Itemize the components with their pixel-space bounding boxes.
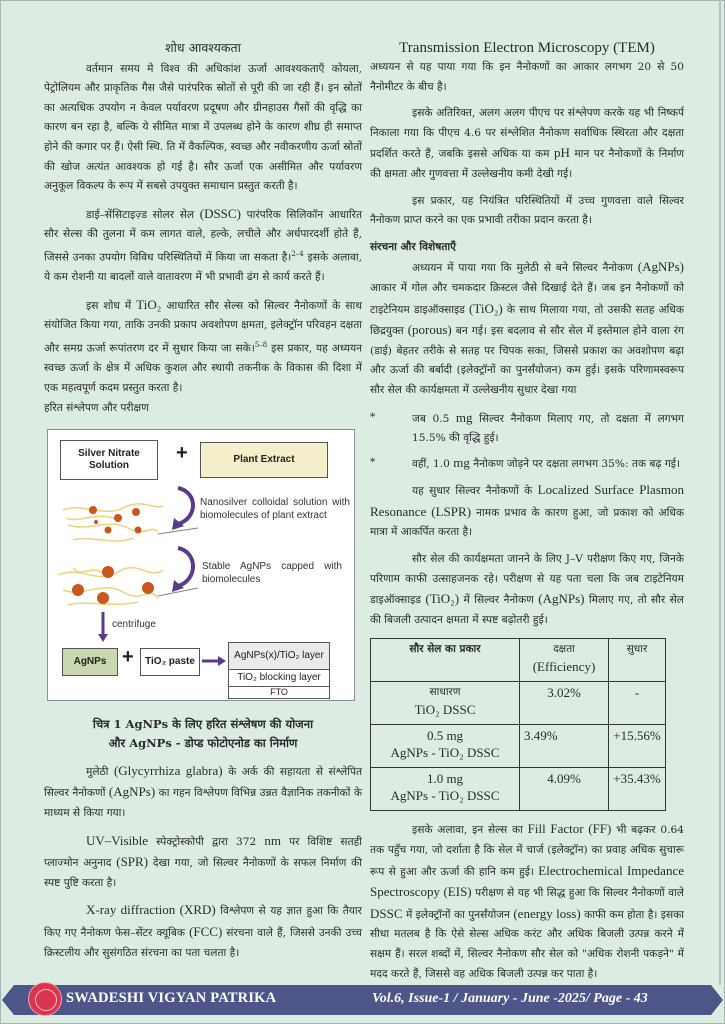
bullet-item bbox=[370, 408, 684, 449]
unit-mg: mg bbox=[455, 409, 473, 425]
caption-line: चित्र 1 AgNPs के लिए हरित संश्लेषण की योजना bbox=[92, 716, 314, 731]
plus-sign: + bbox=[122, 645, 134, 668]
term-tio2: (TiO₂) bbox=[425, 591, 460, 607]
paragraph-lspr bbox=[370, 480, 684, 543]
paragraph-jv-test bbox=[370, 550, 684, 630]
paragraph-mulethi bbox=[44, 761, 362, 824]
paragraph-tem-size: अध्ययन से यह पाया गया कि इन नैनोकणों का आकार लगभग 20 से 50 नैनोमीटर के बीच है। bbox=[370, 61, 684, 93]
layer-fto: FTO bbox=[228, 686, 330, 699]
text: जब 0.5 bbox=[412, 412, 456, 425]
term-eis: Electrochemical Impedance Spectroscopy (EIS) bbox=[370, 862, 684, 900]
term-agnps: (AgNPs) bbox=[108, 784, 156, 800]
table-header-row bbox=[371, 639, 666, 682]
cell-text: 1.0 mg bbox=[426, 771, 464, 787]
stable-agnps-label: Stable AgNPs capped with biomolecules bbox=[202, 560, 342, 585]
cell-efficiency: 4.09% bbox=[520, 768, 609, 811]
paragraph-structure bbox=[370, 257, 684, 400]
cell-improvement: - bbox=[609, 682, 666, 725]
centrifuge-label: centrifuge bbox=[112, 618, 156, 630]
text: इस शोध में bbox=[86, 299, 137, 312]
paragraph-dssc bbox=[44, 204, 362, 288]
figure-frame bbox=[47, 429, 355, 701]
paragraph-tio2-research bbox=[44, 295, 362, 399]
cell-text: AgNPs - TiO₂ DSSC bbox=[390, 788, 500, 804]
term-fill-factor: Fill Factor (FF) bbox=[527, 821, 612, 837]
text: काफी कम होता है। इसका सीधा मतलब है कि ऐसे सेल्स अधिक करंट और अधिक बिजली उत्पन्न करने में सक्षम हैं। सरल शब्दों में, सिल्वर नैनोकण सौर सेल को "अधिक रोशनी पकड़ने" में मदद करते हैं, जिससे वह अधिक बिजली उत्पन्न कर पाता है। bbox=[370, 908, 684, 980]
layer-agnps-tio2: AgNPs(x)/TiO₂ layer bbox=[228, 642, 330, 670]
header-cell-improvement: सुधार bbox=[609, 639, 666, 682]
page-footer bbox=[0, 985, 725, 1015]
citation-ref: 5–8 bbox=[254, 340, 268, 349]
bullet-star: * bbox=[370, 455, 376, 468]
header-cell-type: सौर सेल का प्रकार bbox=[371, 639, 520, 682]
text: के अर्क की सहायता से संश्लेपित सिल्वर नैनोकणों bbox=[44, 765, 362, 800]
text: इसके अलावा, इन सेल्स का bbox=[412, 824, 528, 837]
text: सौर सेल की कार्यक्षमता जानने के लिए J–V परीक्षण किए गए, जिनके परिणाम काफी उत्साहजनक रहे। परीक्षण से यह पता चला कि जब टाइटेनियम डाइऑक्साइड bbox=[370, 553, 684, 607]
term-agnps: (AgNPs) bbox=[538, 591, 585, 607]
paragraph-ph bbox=[370, 104, 684, 184]
text: डाई–सेंसिटाइज़्ड सोलर सेल bbox=[86, 208, 200, 221]
paragraph-xrd bbox=[44, 900, 362, 963]
term-tio2: TiO₂ bbox=[136, 296, 162, 312]
efficiency-table bbox=[370, 638, 666, 811]
text: मान पर नैनोकणों के निर्माण की क्षमता और गुणवत्ता में उल्लेखनीय कमी देखी गई। bbox=[370, 148, 684, 180]
text: इस प्रकार, यह अध्ययन स्वच्छ ऊर्जा के क्षेत्र में अधिक कुशल और स्थायी तकनीक के विकास की दिशा में एक महत्वपूर्ण कदम प्रस्तुत करता है। bbox=[44, 342, 362, 394]
table-row bbox=[371, 768, 666, 811]
text: बन गई। इस बदलाव से सौर सेल में इस्तेमाल होने वाला रंग (डाई) बेहतर तरीके से सतह पर चिपक सका, जिससे प्रकाश का अवशोपण बढ़ा और ऊर्जा की बर्बादी (इलेक्ट्रॉनों का पुनर्संयोजन) कम हुई। इसके परिणामस्वरूप सौर सेल की कार्यक्षमता में उल्लेखनीय सुधार देखा गया bbox=[370, 325, 684, 396]
nanosilver-label: Nanosilver colloidal solution with biomolecules of plant extract bbox=[200, 496, 350, 521]
citation-ref: 2–4 bbox=[291, 249, 304, 258]
term-agnps: (AgNPs) bbox=[637, 259, 684, 275]
unit-mg: mg bbox=[453, 454, 470, 470]
text: स्पेक्ट्रोस्कोपी द्वारा 372 bbox=[148, 835, 265, 848]
paragraph-fill-factor bbox=[370, 819, 684, 984]
header-text-en: (Efficiency) bbox=[532, 659, 596, 675]
term-dssc: DSSC bbox=[370, 905, 403, 921]
text: परीक्षण से यह भी सिद्ध हुआ कि सिल्वर नैनोकणों वाले bbox=[471, 887, 684, 900]
text: का गहन विश्लेपण विभिन्न उन्नत वैज्ञानिक तकनीकों के माध्यम से किया गया। bbox=[44, 787, 362, 819]
term-dssc: (DSSC) bbox=[199, 205, 241, 221]
paragraph-energy-need: वर्तमान समय मे विश्व की अधिकांश ऊर्जा आवश्यकताएँ कोयला, पेट्रोलियम और प्राकृतिक गैस जैसे पारंपरिक स्रोतों से पूरी की जा रही हैं। इन स्रोतों का अत्यधिक उपयोग न केवल पर्यावरण प्रदूषण और ग्रीनहाउस गैसों की वृद्धि का कारण बन रहा है, बल्कि ये सीमित मात्रा में उपलब्ध होने के कारण शीघ्र ही समाप्त होने की कगार पर हैं। ऐसी स्थि. ति में वैकल्पिक, स्वच्छ और नवीकरणीय ऊर्जा स्रोतों की खोज अत्यंत आवश्यक हो गई है। सौर ऊर्जा एक असीमित और पर्यावरण अनुकूल विकल्प के रूप में सबसे उपयुक्त समाधान प्रस्तुत करती है। bbox=[44, 62, 362, 193]
figure-synthesis-scheme bbox=[44, 427, 362, 707]
text: के साथ मिलाया गया, तो उसकी सतह अधिक छिद्रयुक्त bbox=[370, 303, 684, 338]
text: इसके अतिरिक्त, अलग अलग पीएच पर संश्लेपण करके यह भी निष्कर्प निकाला गया कि पीएच 4.6 पर संश्लेशित नैनोकण सर्वाधिक स्थिरता और दक्षता प्रदर्शित करते हैं, जबकि इससे अधिक या कम bbox=[370, 107, 684, 161]
layer-tio2-blocking: TiO₂ blocking layer bbox=[228, 669, 330, 687]
text: यह सुधार सिल्वर नैनोकणों के bbox=[412, 485, 538, 498]
right-column bbox=[370, 38, 684, 991]
term-ph: pH bbox=[553, 145, 570, 161]
silver-nitrate-box: Silver Nitrate Solution bbox=[60, 440, 158, 480]
text: नामक प्रभाव के कारण हुआ, जो प्रकाश को अधिक मात्रा में आकर्पित करता है। bbox=[370, 506, 685, 539]
tio2-paste-box: TiO₂ paste bbox=[140, 648, 200, 676]
term-xrd: X-ray diffraction (XRD) bbox=[86, 902, 216, 918]
text: आधारित सौर सेल्स को सिल्वर नैनोकणों के साथ संयोजित किया गया, ताकि उनकी प्रकाप अवशोपण क्षमता, इलेक्ट्रॉन परिवहन दक्षता और समग्र ऊर्जा रूपांतरण दर में सुधार किया जा सके। bbox=[44, 299, 362, 355]
cell-type bbox=[371, 768, 520, 811]
term-energy-loss: (energy loss) bbox=[513, 905, 581, 921]
cell-text: AgNPs - TiO₂ DSSC bbox=[390, 745, 500, 761]
term-uv-visible: UV–Visible bbox=[86, 832, 149, 848]
agnps-box: AgNPs bbox=[62, 648, 118, 676]
term-porous: (porous) bbox=[407, 322, 452, 338]
header-text: दक्षता bbox=[553, 643, 575, 656]
term-fcc: (FCC) bbox=[189, 923, 223, 939]
plant-extract-box: Plant Extract bbox=[200, 442, 328, 478]
cell-efficiency: 3.49% bbox=[520, 725, 609, 768]
header-cell-efficiency bbox=[520, 639, 609, 682]
text: में सिल्वर नैनोकण bbox=[459, 594, 539, 607]
text: इसके अलावा, ये कम रोशनी या बादलों वाले वातावरण में भी प्रभावी ढंग से कार्य करते हैं। bbox=[44, 251, 362, 284]
text: सिल्वर नैनोकण मिलाए गए, तो दक्षता में लगभग 15.5% की वृद्धि हुई। bbox=[412, 412, 685, 445]
section-heading-tem: Transmission Electron Microscopy (TEM) bbox=[399, 40, 655, 56]
paragraph-uv-visible bbox=[44, 831, 362, 894]
text: विश्लेपण से यह ज्ञात हुआ कि तैयार किए गए नैनोकण फेस–सेंटर क्यूबिक bbox=[44, 905, 362, 939]
paragraph-controlled-conditions: इस प्रकार, यह नियंत्रित परिस्थितियों में उच्च गुणवत्ता वाले सिल्वर नैनोकण प्राप्त करने का एक प्रभावी तरीका प्रदान करता है। bbox=[370, 194, 684, 227]
cell-efficiency: 3.02% bbox=[520, 682, 609, 725]
subheading-structure: संरचना और विशेषताएँ bbox=[370, 240, 456, 253]
term-glycyrrhiza: (Glycyrrhiza glabra) bbox=[113, 762, 223, 778]
caption-line: और AgNPs - डोप्ड फोटोएनोड का निर्माण bbox=[108, 735, 298, 750]
text: संरचना वाले हैं, जिससे उनकी उच्च क्रिस्टलीय और सुसंगठित संरचना का पता चलता है। bbox=[44, 926, 362, 959]
text: देखा गया, जो सिल्वर नैनोकणों के सफल निर्माण की स्पष्ट पुष्टि करता है। bbox=[44, 857, 362, 889]
table-row bbox=[371, 725, 666, 768]
bullet-star: * bbox=[370, 410, 376, 423]
text: नैनोकण जोड़ने पर दक्षता लगभग 35%: तक बढ़ गई। bbox=[469, 457, 680, 470]
subheading-green-synthesis: हरित संश्लेपण और परीक्षण bbox=[44, 402, 149, 415]
term-nm: nm bbox=[264, 832, 281, 848]
bullet-item bbox=[370, 453, 684, 475]
term-spr: (SPR) bbox=[116, 854, 149, 870]
right-arrow-icon bbox=[202, 656, 226, 666]
cell-text: साधारण bbox=[429, 686, 461, 699]
down-arrow-icon bbox=[98, 612, 108, 642]
text: वहीं, 1.0 bbox=[412, 457, 454, 470]
page-edge-rule bbox=[719, 0, 721, 985]
cell-type bbox=[371, 725, 520, 768]
text: मिलाए गए, तो सौर सेल की बिजली उत्पादन क्षमता में स्पष्ट बढ़ोतरी हुई। bbox=[370, 594, 684, 626]
cell-improvement: +15.56% bbox=[609, 725, 666, 768]
plus-sign: + bbox=[176, 441, 188, 464]
text: भी बढ़कर 0.64 तक पहुँच गया, जो दर्शाता है कि सेल में चार्ज (इलेक्ट्रॉन) का प्रवाह अधिक सुचारू रूप से हुआ और ऊर्जा की हानि कम हुई। bbox=[370, 824, 684, 878]
text: पारंपरिक सिलिकॉन आधारित सौर सेल्स की तुलना में कम लागत वाले, हल्के, लचीले और अर्धपारदर्शी होते हैं, जिससे उनका उपयोग विविध परिस्थितियों में किया जा सकता है। bbox=[44, 208, 363, 264]
text: अध्ययन में पाया गया कि मुलेठी से बने सिल्वर नैनोकण bbox=[412, 262, 638, 275]
text: पर विशिष्ट सतही प्लाज्मोन अनुनाद bbox=[44, 835, 362, 870]
text: आकार में गोल और चमकदार क्रिस्टल जैसे दिखाई देते हैं। जब इन नैनोकणों को टाइटेनियम डाइऑक्साइड bbox=[370, 281, 684, 316]
left-column bbox=[44, 38, 362, 970]
journal-emblem-icon bbox=[28, 982, 62, 1016]
journal-name: SWADESHI VIGYAN PATRIKA bbox=[66, 990, 277, 1006]
cell-text: TiO₂ DSSC bbox=[414, 702, 476, 718]
text: में इलेक्ट्रॉनों का पुनर्संयोजन bbox=[402, 908, 514, 921]
cell-text: 0.5 mg bbox=[426, 728, 464, 744]
table-row bbox=[371, 682, 666, 725]
term-tio2: (TiO₂) bbox=[469, 300, 503, 316]
figure-caption bbox=[44, 715, 362, 753]
issue-info: Vol.6, Issue-1 / January - June -2025/ Page - 43 bbox=[372, 991, 648, 1006]
text: मुलेठी bbox=[86, 765, 114, 778]
cell-improvement: +35.43% bbox=[609, 768, 666, 811]
cell-type bbox=[371, 682, 520, 725]
term-lspr: Localized Surface Plasmon Resonance (LSPR) bbox=[370, 482, 684, 519]
section-heading-research-need: शोध आवश्यकता bbox=[165, 40, 241, 55]
